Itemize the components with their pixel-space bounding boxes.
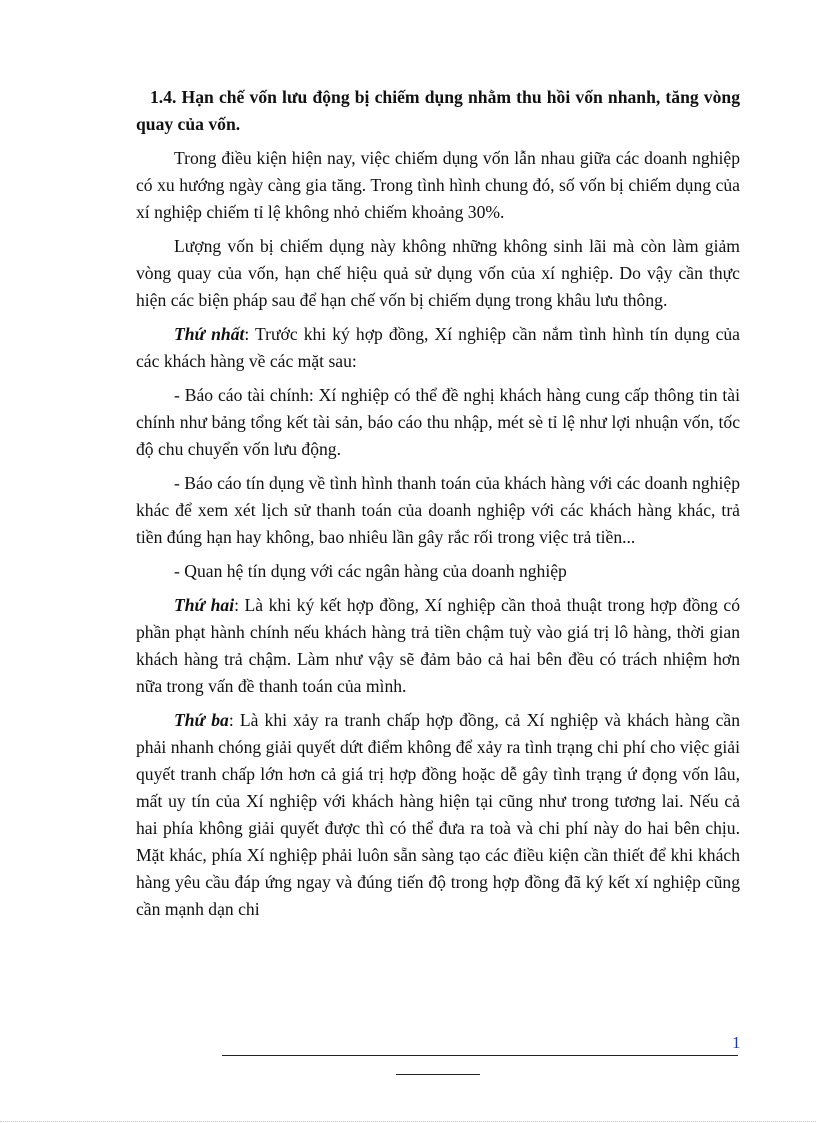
- paragraph-5-text: - Báo cáo tín dụng về tình hình thanh toán của khách hàng với các doanh nghiệp khác để xem xét lịch sử thanh toán của doanh nghiệp với các khách hàng khác, trả tiền đúng hạn hay không, bao nhiêu lần gây rắc rối trong việc trả tiền...: [136, 473, 740, 547]
- footer-rule-short: [396, 1074, 480, 1075]
- paragraph-7-text: : Là khi ký kết hợp đồng, Xí nghiệp cần thoả thuật trong hợp đồng có phần phạt hành chính nếu khách hàng trả tiền chậm tuỳ vào giá trị lô hàng, thời gian khách hàng trả chậm. Làm như vậy sẽ đảm bảo cả hai bên đều có trách nhiệm hơn nữa trong vấn đề thanh toán của mình.: [136, 595, 740, 696]
- paragraph-3-text: : Trước khi ký hợp đồng, Xí nghiệp cần nắm tình hình tín dụng của các khách hàng về các mặt sau:: [136, 324, 740, 371]
- bullet-bao-cao-tai-chinh: [136, 382, 740, 463]
- paragraph-1-text: Trong điều kiện hiện nay, việc chiếm dụng vốn lẫn nhau giữa các doanh nghiệp có xu hướng ngày càng gia tăng. Trong tình hình chung đó, số vốn bị chiếm dụng của xí nghiệp chiếm tỉ lệ không nhỏ chiếm khoảng 30%.: [136, 148, 740, 222]
- paragraph-thu-hai: [136, 592, 740, 700]
- bullet-quan-he-tin-dung: [136, 558, 740, 585]
- paragraph-2: [136, 233, 740, 314]
- page-number: 1: [732, 1033, 741, 1052]
- paragraph-thu-ba: [136, 707, 740, 923]
- paragraph-1: [136, 145, 740, 226]
- page-edge-divider: [0, 1121, 816, 1122]
- paragraph-2-text: Lượng vốn bị chiếm dụng này không những không sinh lãi mà còn làm giảm vòng quay của vốn, hạn chế hiệu quả sử dụng vốn của xí nghiệp. Do vậy cần thực hiện các biện pháp sau để hạn chế vốn bị chiếm dụng trong khâu lưu thông.: [136, 236, 740, 310]
- paragraph-7-lead: Thứ hai: [174, 595, 235, 615]
- bullet-bao-cao-tin-dung: [136, 470, 740, 551]
- paragraph-8-lead: Thứ ba: [174, 710, 229, 730]
- paragraph-8-text: : Là khi xảy ra tranh chấp hợp đồng, cả Xí nghiệp và khách hàng cần phải nhanh chóng giải quyết dứt điểm không để xảy ra tình trạng chi phí cho việc giải quyết tranh chấp lớn hơn cả giá trị hợp đồng hoặc dễ gây tình trạng ứ đọng vốn lâu, mất uy tín của Xí nghiệp với khách hàng hiện tại cũng như trong tương lai. Nếu cả hai phía không giải quyết được thì có thể đưa ra toà và chi phí này do hai bên chịu. Mặt khác, phía Xí nghiệp phải luôn sẵn sàng tạo các điều kiện cần thiết để khi khách hàng yêu cầu đáp ứng ngay và đúng tiến độ trong hợp đồng đã ký kết xí nghiệp cũng cần mạnh dạn chi: [136, 710, 740, 919]
- paragraph-4-text: - Báo cáo tài chính: Xí nghiệp có thể đề nghị khách hàng cung cấp thông tin tài chính như bảng tổng kết tài sản, báo cáo thu nhập, mét sè tỉ lệ như lợi nhuận vốn, tốc độ chu chuyển vốn lưu động.: [136, 385, 740, 459]
- paragraph-thu-nhat: [136, 321, 740, 375]
- paragraph-3-lead: Thứ nhất: [174, 324, 245, 344]
- paragraph-6-text: - Quan hệ tín dụng với các ngân hàng của doanh nghiệp: [174, 561, 567, 581]
- section-heading: 1.4. Hạn chế vốn lưu động bị chiếm dụng nhằm thu hồi vốn nhanh, tăng vòng quay của vốn.: [136, 87, 740, 134]
- footer-rule: [222, 1055, 738, 1056]
- document-body: [136, 84, 740, 930]
